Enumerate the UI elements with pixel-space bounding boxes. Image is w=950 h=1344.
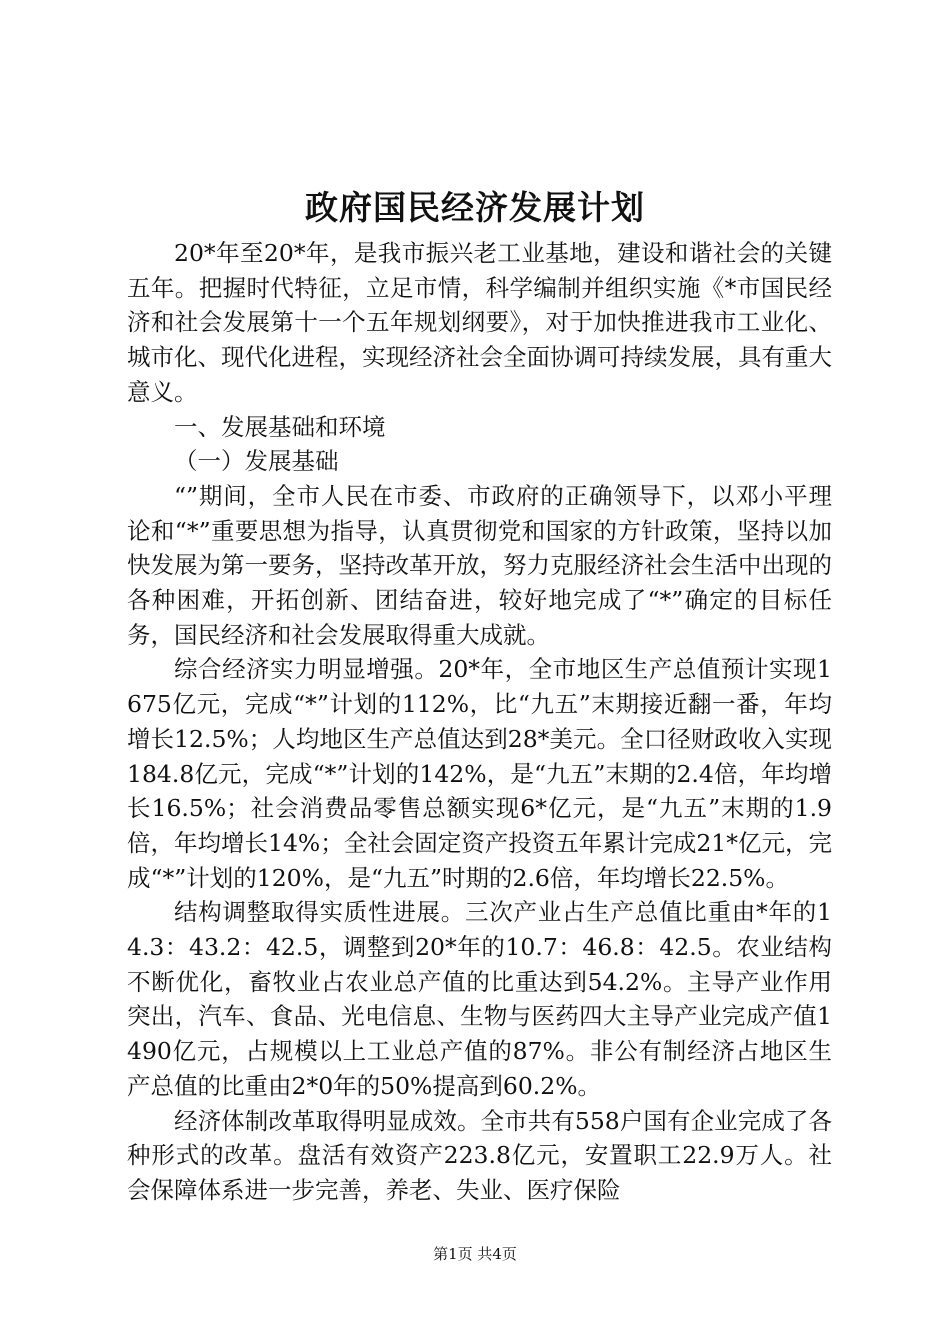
paragraph-achievements: “”期间，全市人民在市委、市政府的正确领导下，以邓小平理论和“*”重要思想为指导，认真贯彻党和国家的方针政策，坚持以加快发展为第一要务，坚持改革开放，努力克服经济社会生活中出现的各种困难，开拓创新、团结奋进，较好地完成了“*”确定的目标任务，国民经济和社会发展取得重大成就。 <box>127 481 832 649</box>
paragraph-intro: 20*年至20*年，是我市振兴老工业基地，建设和谐社会的关键五年。把握时代特征，立足市情，科学编制并组织实施《*市国民经济和社会发展第十一个五年规划纲要》，对于加快推进我市工业化、城市化、现代化进程，实现经济社会全面协调可持续发展，具有重大意义。 <box>127 239 832 406</box>
document-title: 政府国民经济发展计划 <box>305 188 645 227</box>
paragraph-system-reform: 经济体制改革取得明显成效。全市共有558户国有企业完成了各种形式的改革。盘活有效资产223.8亿元，安置职工22.9万人。社会保障体系进一步完善，养老、失业、医疗保险 <box>127 1106 832 1204</box>
section-heading: 一、发展基础和环境 <box>174 412 386 441</box>
page-number-footer: 第1页 共4页 <box>433 1245 517 1263</box>
subsection-heading: （一）发展基础 <box>174 447 339 476</box>
document-body <box>127 236 832 1208</box>
paragraph-economic-strength: 综合经济实力明显增强。20*年，全市地区生产总值预计实现1675亿元，完成“*”计划的112%，比“九五”末期接近翻一番，年均增长12.5%；人均地区生产总值达到28*美元。全口径财政收入实现184.8亿元，完成“*”计划的142%，是“九五”末期的2.4倍，年均增长16.5%；社会消费品零售总额实现6*亿元，是“九五”末期的1.9倍，年均增长14%；全社会固定资产投资五年累计完成21*亿元，完成“*”计划的120%，是“九五”时期的2.6倍，年均增长22.5%。 <box>127 655 832 892</box>
paragraph-structural-adjustment: 结构调整取得实质性进展。三次产业占生产总值比重由*年的14.3：43.2：42.5，调整到20*年的10.7：46.8：42.5。农业结构不断优化，畜牧业占农业总产值的比重达到54.2%。主导产业作用突出，汽车、食品、光电信息、生物与医药四大主导产业完成产值1490亿元，占规模以上工业总产值的87%。非公有制经济占地区生产总值的比重由2*0年的50%提高到60.2%。 <box>127 898 832 1100</box>
